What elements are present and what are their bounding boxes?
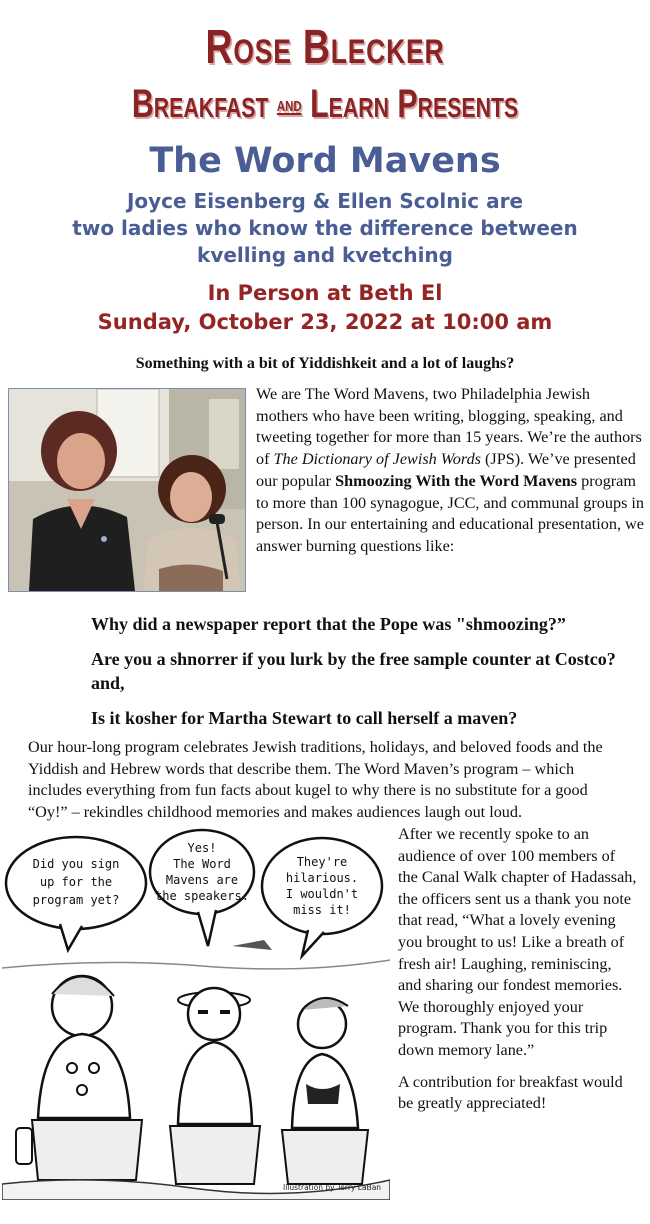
event-details bbox=[0, 279, 650, 337]
book-title: The Dictionary of Jewish Words bbox=[273, 450, 481, 469]
contribution-note: A contribution for breakfast would be greatly appreciated! bbox=[398, 1072, 623, 1113]
series-subtitle-and: and bbox=[276, 91, 302, 116]
bubble-1-line: program yet? bbox=[32, 893, 120, 907]
question-item: Why did a newspaper report that the Pope was "shmoozing?” bbox=[91, 614, 566, 634]
intro-text-2: (JPS). We’ve presented our popular bbox=[256, 450, 636, 490]
speakers-photo bbox=[8, 388, 246, 592]
program-name: Shmoozing With the Word Mavens bbox=[335, 471, 578, 490]
bubble-3-line: hilarious. bbox=[285, 871, 359, 885]
bubble-3-line: miss it! bbox=[293, 903, 351, 917]
event-date: Sunday, October 23, 2022 at 10:00 am bbox=[97, 310, 553, 334]
series-subtitle-part2: Learn Presents bbox=[310, 82, 519, 126]
program-paragraph: Our hour-long program celebrates Jewish traditions, holidays, and beloved foods and the Yiddish and Hebrew words that describe them. The Word Maven’s program – which includes everything from fun facts about kugel to why there is no substitute for a good “Oy!” – rekindles childhood memories and makes audiences laugh out loud. bbox=[28, 738, 603, 821]
series-subtitle-part1: Breakfast bbox=[131, 82, 269, 126]
bubble-2-line: Yes! bbox=[187, 841, 217, 855]
intro-text-3: program to more than 100 synagogue, JCC, and communal groups in person. In our entertaining and educational presentation, we answer burning questions like: bbox=[256, 471, 645, 555]
tagline: Something with a bit of Yiddishkeit and a lot of laughs? bbox=[135, 355, 515, 372]
event-title: The Word Mavens bbox=[149, 141, 501, 181]
series-subtitle bbox=[78, 82, 572, 126]
bubble-2-line: the speakers. bbox=[155, 889, 249, 903]
speaker-description bbox=[0, 188, 650, 269]
bubble-1-line: up for the bbox=[39, 875, 113, 889]
speaker-line-3: kvelling and kvetching bbox=[197, 243, 453, 267]
speaker-line-2: two ladies who know the difference between bbox=[72, 216, 578, 240]
series-title: Rose Blecker bbox=[205, 21, 445, 74]
bubble-1-line: Did you sign bbox=[32, 857, 120, 871]
speaker-line-1: Joyce Eisenberg & Ellen Scolnic are bbox=[126, 189, 524, 213]
intro-text-1: We are The Word Mavens, two Philadelphia Jewish mothers who have been writing, blogging, speaking, and tweeting together for more than 15 years. We’re the authors of bbox=[256, 385, 642, 469]
illustration-credit: Illustration by Terry LaBan bbox=[283, 1183, 382, 1192]
testimonial-column bbox=[398, 824, 638, 1115]
bubble-2-line: Mavens are bbox=[165, 873, 239, 887]
testimonial-text: After we recently spoke to an audience of over 100 members of the Canal Walk chapter of Hadassah, the officers sent us a thank you note that read, “What a lovely evening you brought to us! Like a breath of fresh air! Laughing, reminiscing, and sharing our fondest memories. We thoroughly enjoyed your program. Thank you for this trip down memory lane.” bbox=[398, 825, 637, 1059]
event-location: In Person at Beth El bbox=[207, 281, 443, 305]
bubble-3-line: They're bbox=[296, 855, 348, 869]
bubble-2-line: The Word bbox=[173, 857, 231, 871]
questions-list bbox=[91, 612, 631, 741]
bubble-3-line: I wouldn't bbox=[285, 887, 359, 901]
intro-paragraph bbox=[256, 384, 644, 558]
cartoon-illustration bbox=[2, 828, 390, 1200]
question-item: Is it kosher for Martha Stewart to call herself a maven? bbox=[91, 708, 518, 728]
question-item: Are you a shnorrer if you lurk by the free sample counter at Costco? and, bbox=[91, 649, 616, 693]
